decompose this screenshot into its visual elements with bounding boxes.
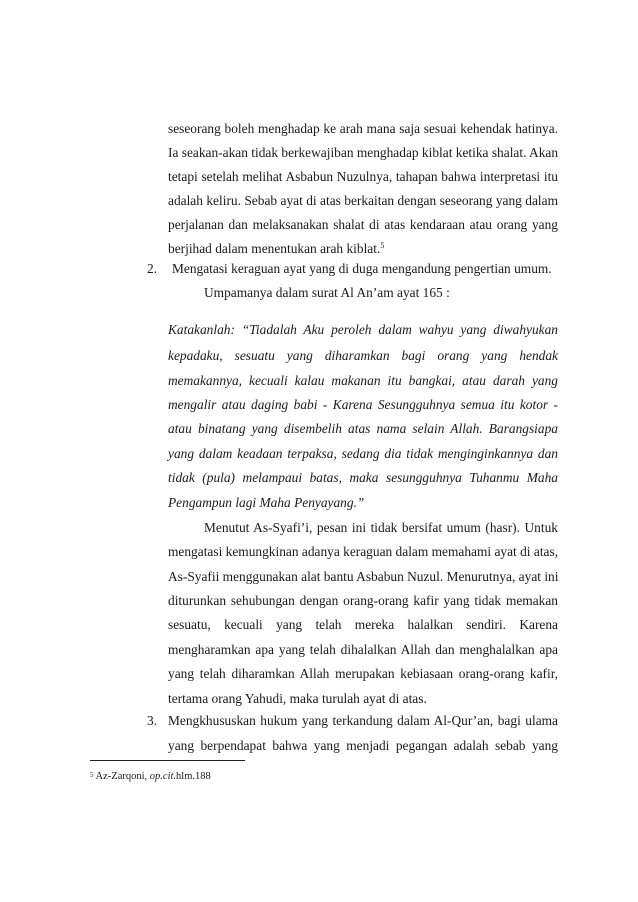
para1-line-6-text: berjihad dalam menentukan arah kiblat. <box>168 241 381 256</box>
footnote-author: Az-Zarqoni, <box>95 771 148 782</box>
item2-intro: Umpamanya dalam surat Al An’am ayat 165 : <box>204 285 450 300</box>
para1-line-4: adalah keliru. Sebab ayat di atas berkaitan dengan seseorang yang dalam <box>168 193 558 208</box>
quote-line-5: atau binatang yang disembelih atas nama selain Allah. Barangsiapa <box>168 421 558 436</box>
footnote-reference: 5 <box>380 241 385 250</box>
footnote-ref: op.cit. <box>149 771 177 782</box>
quote-line-8: Pengampun lagi Maha Penyayang.” <box>168 495 365 510</box>
para2-line-5: sesuatu, kecuali yang telah mereka halalkan sendiri. Karena <box>168 617 558 632</box>
para2-line-4: diturunkan sehubungan dengan orang-orang kafir yang tidak memakan <box>168 593 558 608</box>
quote-line-7: tidak (pula) melampaui batas, maka sesungguhnya Tuhanmu Maha <box>168 470 558 485</box>
para1-line-3: tetapi setelah melihat Asbabun Nuzulnya, tahapan bahwa interpretasi itu <box>168 169 558 184</box>
item3-line-2: yang berpendapat bahwa yang menjadi pegangan adalah sebab yang <box>168 738 558 753</box>
quote-line-3: memakannya, kecuali kalau makanan itu bangkai, atau darah yang <box>168 373 558 388</box>
item2-number: 2. <box>147 261 158 276</box>
para1-line-6 <box>168 240 558 257</box>
quote-line-1: Katakanlah: “Tiadalah Aku peroleh dalam wahyu yang diwahyukan <box>168 322 558 337</box>
para2-line-2: mengatasi kemungkinan adanya keraguan dalam memahami ayat di atas, <box>168 544 559 559</box>
quote-line-6: yang dalam keadaan terpaksa, sedang dia tidak menginginkannya dan <box>168 446 558 461</box>
item3-line-1: Mengkhususkan hukum yang terkandung dalam Al-Qur’an, bagi ulama <box>168 713 558 728</box>
footnote <box>90 770 211 784</box>
para2-line-8: tertama orang Yahudi, maka turulah ayat di atas. <box>168 691 427 706</box>
para1-line-1: seseorang boleh menghadap ke arah mana saja sesuai kehendak hatinya. <box>168 121 558 136</box>
item2-text: Mengatasi keraguan ayat yang di duga mengandung pengertian umum. <box>172 261 552 276</box>
quote-line-2: kepadaku, sesuatu yang diharamkan bagi orang yang hendak <box>168 348 558 363</box>
para2-line-6: mengharamkan apa yang telah dihalalkan Allah dan menghalalkan apa <box>168 642 558 657</box>
footnote-page: hlm.188 <box>176 771 211 782</box>
para2-line-3: As-Syafii menggunakan alat bantu Asbabun Nuzul. Menurutnya, ayat ini <box>168 569 559 584</box>
footnote-rule <box>90 760 245 761</box>
para1-line-5: perjalanan dan melaksanakan shalat di atas kendaraan atau orang yang <box>168 217 558 232</box>
footnote-mark: 5 <box>90 771 94 779</box>
para2-line-7: yang telah diharamkan Allah merupakan kebiasaan orang-orang kafir, <box>168 666 558 681</box>
item3-number: 3. <box>147 713 158 728</box>
para1-line-2: Ia seakan-akan tidak berkewajiban menghadap kiblat ketika shalat. Akan <box>168 145 559 160</box>
quote-line-4: mengalir atau daging babi - Karena Sesungguhnya semua itu kotor - <box>168 397 558 412</box>
para2-first-line: Menutut As-Syafi’i, pesan ini tidak bersifat umum (hasr). Untuk <box>204 520 558 535</box>
